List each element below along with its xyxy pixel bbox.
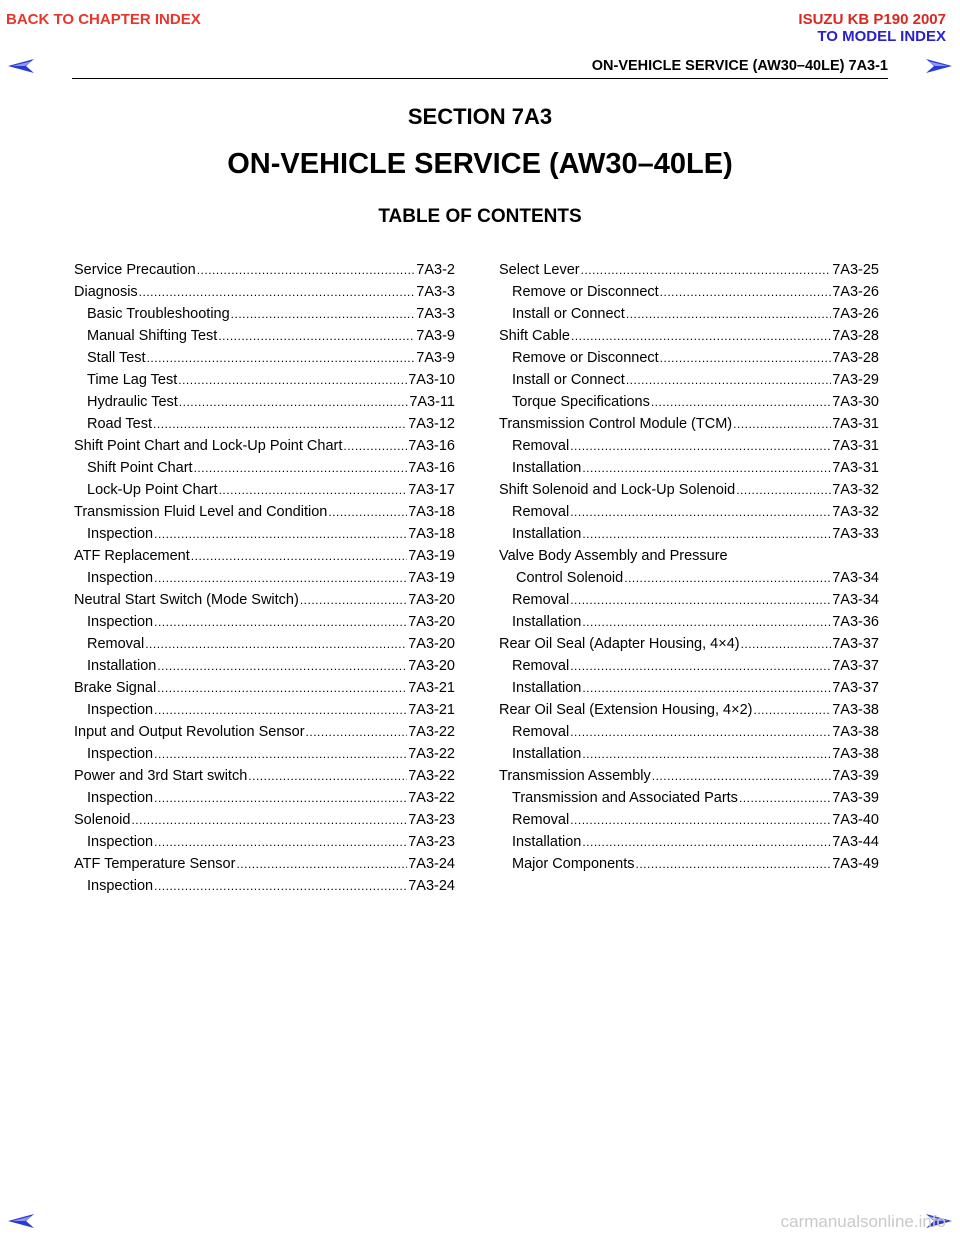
toc-entry[interactable] xyxy=(74,567,455,589)
model-title: ISUZU KB P190 2007 xyxy=(798,11,946,28)
toc-entry-page: 7A3-26 xyxy=(832,284,879,300)
toc-entry[interactable] xyxy=(499,721,879,743)
toc-entry-page: 7A3-18 xyxy=(408,504,455,520)
toc-entry-title: Inspection xyxy=(87,614,154,630)
toc-entry-page: 7A3-11 xyxy=(409,394,455,410)
toc-entry-page: 7A3-20 xyxy=(408,592,455,608)
toc-entry-title: Shift Cable xyxy=(499,328,570,344)
toc-entry[interactable] xyxy=(499,523,879,545)
toc-entry-title: Neutral Start Switch (Mode Switch) xyxy=(74,592,299,608)
toc-entry-page: 7A3-30 xyxy=(832,394,879,410)
toc-dot-leader xyxy=(154,567,407,589)
toc-entry-page: 7A3-37 xyxy=(832,636,879,652)
toc-entry-title: Transmission Fluid Level and Condition xyxy=(74,504,328,520)
toc-entry-title: Install or Connect xyxy=(512,372,625,388)
toc-entry-page: 7A3-38 xyxy=(832,746,879,762)
toc-entry[interactable] xyxy=(499,831,879,853)
toc-entry[interactable] xyxy=(74,545,455,567)
toc-dot-leader xyxy=(736,479,831,501)
to-model-index-label[interactable]: TO MODEL INDEX xyxy=(817,28,946,45)
toc-entry-title: Removal xyxy=(512,724,570,740)
toc-entry[interactable] xyxy=(74,765,455,787)
toc-entry-title: Stall Test xyxy=(87,350,146,366)
toc-entry[interactable] xyxy=(74,699,455,721)
toc-entry[interactable] xyxy=(499,567,879,589)
toc-dot-leader xyxy=(154,523,407,545)
toc-entry[interactable] xyxy=(74,721,455,743)
toc-dot-leader xyxy=(248,765,407,787)
toc-entry-page: 7A3-16 xyxy=(408,438,455,454)
toc-dot-leader xyxy=(157,677,407,699)
toc-entry[interactable] xyxy=(74,259,455,281)
toc-dot-leader xyxy=(570,809,831,831)
toc-dot-leader xyxy=(306,721,408,743)
toc-entry[interactable] xyxy=(499,677,879,699)
toc-entry-page: 7A3-25 xyxy=(832,262,879,278)
toc-dot-leader xyxy=(570,655,831,677)
toc-entry-page: 7A3-26 xyxy=(832,306,879,322)
toc-entry[interactable] xyxy=(74,303,455,325)
toc-entry-page: 7A3-31 xyxy=(832,438,879,454)
toc-dot-leader xyxy=(651,391,831,413)
toc-dot-leader xyxy=(660,347,832,369)
toc-entry[interactable] xyxy=(499,633,879,655)
toc-entry-page: 7A3-19 xyxy=(408,570,455,586)
toc-entry[interactable] xyxy=(499,655,879,677)
toc-entry-title: Removal xyxy=(512,438,570,454)
toc-entry-title: Rear Oil Seal (Extension Housing, 4×2) xyxy=(499,702,753,718)
toc-entry[interactable] xyxy=(499,391,879,413)
toc-entry-title: Removal xyxy=(512,592,570,608)
toc-entry-page: 7A3-16 xyxy=(408,460,455,476)
watermark: carmanualsonline.info xyxy=(780,1212,946,1231)
toc-entry[interactable] xyxy=(74,501,455,523)
toc-entry-page: 7A3-20 xyxy=(408,658,455,674)
toc-entry-title: Brake Signal xyxy=(74,680,157,696)
toc-entry[interactable] xyxy=(74,281,455,303)
toc-entry-title: Removal xyxy=(512,812,570,828)
toc-dot-leader xyxy=(236,853,407,875)
toc-entry-page: 7A3-24 xyxy=(408,878,455,894)
toc-entry-title: Torque Specifications xyxy=(512,394,650,410)
toc-entry-title: Inspection xyxy=(87,834,154,850)
toc-dot-leader xyxy=(154,699,407,721)
running-header: ON-VEHICLE SERVICE (AW30–40LE) 7A3-1 xyxy=(591,58,888,74)
toc-entry-page: 7A3-22 xyxy=(408,790,455,806)
toc-entry-title: Transmission Assembly xyxy=(499,768,651,784)
toc-entry[interactable] xyxy=(499,809,879,831)
toc-entry[interactable] xyxy=(499,589,879,611)
toc-entry-page: 7A3-24 xyxy=(408,856,455,872)
toc-entry-title: Power and 3rd Start switch xyxy=(74,768,248,784)
toc-dot-leader xyxy=(191,545,407,567)
toc-entry-page: 7A3-22 xyxy=(408,768,455,784)
toc-dot-leader xyxy=(154,831,407,853)
toc-dot-leader xyxy=(652,765,831,787)
toc-entry-title: Installation xyxy=(512,834,582,850)
toc-entry-page: 7A3-12 xyxy=(408,416,455,432)
toc-entry-title: Shift Solenoid and Lock-Up Solenoid xyxy=(499,482,736,498)
toc-dot-leader xyxy=(154,787,407,809)
toc-dot-leader xyxy=(582,831,831,853)
toc-entry-title: Inspection xyxy=(87,702,154,718)
toc-entry-page: 7A3-2 xyxy=(416,262,455,278)
toc-dot-leader xyxy=(582,743,831,765)
toc-dot-leader xyxy=(624,567,831,589)
toc-entry-page: 7A3-17 xyxy=(408,482,455,498)
toc-dot-leader xyxy=(157,655,407,677)
toc-entry-title: Inspection xyxy=(87,878,154,894)
toc-entry-page: 7A3-39 xyxy=(832,790,879,806)
toc-entry[interactable] xyxy=(74,435,455,457)
toc-entry-title: Transmission and Associated Parts xyxy=(512,790,738,806)
toc-entry-page: 7A3-21 xyxy=(408,702,455,718)
toc-dot-leader xyxy=(626,369,831,391)
back-to-chapter-index-link[interactable]: BACK TO CHAPTER INDEX xyxy=(6,11,201,28)
toc-entry[interactable] xyxy=(499,369,879,391)
toc-entry-title: Diagnosis xyxy=(74,284,138,300)
toc-entry[interactable] xyxy=(74,875,455,897)
toc-dot-leader xyxy=(570,501,831,523)
toc-dot-leader xyxy=(571,325,831,347)
toc-dot-leader xyxy=(636,853,832,875)
toc-entry-title: Shift Point Chart xyxy=(87,460,193,476)
toc-entry-title: Lock-Up Point Chart xyxy=(87,482,218,498)
toc-dot-leader xyxy=(570,589,831,611)
toc-entry[interactable] xyxy=(74,633,455,655)
toc-entry[interactable] xyxy=(74,787,455,809)
toc-dot-leader xyxy=(231,303,416,325)
toc-dot-leader xyxy=(300,589,407,611)
toc-entry[interactable] xyxy=(74,809,455,831)
toc-entry-page: 7A3-37 xyxy=(832,658,879,674)
toc-entry-page: 7A3-34 xyxy=(832,592,879,608)
toc-dot-leader xyxy=(582,677,831,699)
toc-entry xyxy=(499,545,879,567)
toc-entry-title: Removal xyxy=(512,504,570,520)
toc-entry[interactable] xyxy=(499,435,879,457)
toc-entry-page: 7A3-49 xyxy=(832,856,879,872)
toc-entry[interactable] xyxy=(74,391,455,413)
toc-dot-leader xyxy=(145,633,407,655)
toc-entry[interactable] xyxy=(74,743,455,765)
toc-entry[interactable] xyxy=(74,457,455,479)
toc-dot-leader xyxy=(219,479,408,501)
previous-page-arrow-icon[interactable] xyxy=(8,58,36,74)
toc-entry-title: Removal xyxy=(87,636,145,652)
toc-dot-leader xyxy=(154,611,407,633)
toc-entry[interactable] xyxy=(74,677,455,699)
toc-entry-title: Rear Oil Seal (Adapter Housing, 4×4) xyxy=(499,636,740,652)
toc-entry-page: 7A3-28 xyxy=(832,328,879,344)
toc-entry-title: Installation xyxy=(512,746,582,762)
toc-entry[interactable] xyxy=(499,303,879,325)
toc-dot-leader xyxy=(733,413,831,435)
toc-dot-leader xyxy=(741,633,832,655)
toc-entry-page: 7A3-3 xyxy=(416,306,455,322)
toc-entry-title: Basic Troubleshooting xyxy=(87,306,230,322)
toc-entry-title: Hydraulic Test xyxy=(87,394,178,410)
toc-dot-leader xyxy=(582,611,831,633)
toc-entry[interactable] xyxy=(74,655,455,677)
toc-entry[interactable] xyxy=(74,831,455,853)
toc-entry-page: 7A3-23 xyxy=(408,812,455,828)
section-number-title: SECTION 7A3 xyxy=(407,104,553,129)
toc-dot-leader xyxy=(582,457,831,479)
toc-entry-title: ATF Replacement xyxy=(74,548,190,564)
toc-dot-leader xyxy=(131,809,407,831)
toc-entry-title: Shift Point Chart and Lock-Up Point Chart xyxy=(74,438,343,454)
toc-entry-page: 7A3-23 xyxy=(408,834,455,850)
toc-dot-leader xyxy=(154,743,407,765)
toc-dot-leader xyxy=(660,281,832,303)
toc-entry-page: 7A3-39 xyxy=(832,768,879,784)
toc-entry-title: Service Precaution xyxy=(74,262,196,278)
toc-entry[interactable] xyxy=(499,413,879,435)
toc-entry-title: Solenoid xyxy=(74,812,131,828)
toc-entry-title: Input and Output Revolution Sensor xyxy=(74,724,305,740)
toc-entry-page: 7A3-33 xyxy=(832,526,879,542)
toc-right-column xyxy=(499,259,879,875)
toc-entry[interactable] xyxy=(74,589,455,611)
toc-entry-page: 7A3-38 xyxy=(832,724,879,740)
toc-entry-title: Installation xyxy=(512,460,582,476)
toc-entry[interactable] xyxy=(74,523,455,545)
toc-dot-leader xyxy=(570,721,831,743)
toc-dot-leader xyxy=(343,435,407,457)
toc-entry[interactable] xyxy=(74,325,455,347)
toc-entry[interactable] xyxy=(74,853,455,875)
toc-entry-page: 7A3-37 xyxy=(832,680,879,696)
toc-entry-title: Install or Connect xyxy=(512,306,625,322)
toc-dot-leader xyxy=(153,413,407,435)
toc-entry-page: 7A3-31 xyxy=(832,460,879,476)
toc-dot-leader xyxy=(570,435,831,457)
toc-dot-leader xyxy=(582,523,831,545)
toc-dot-leader xyxy=(197,259,416,281)
toc-entry-page: 7A3-9 xyxy=(416,350,455,366)
toc-left-column xyxy=(74,259,455,897)
toc-entry-title: Time Lag Test xyxy=(87,372,178,388)
toc-dot-leader xyxy=(147,347,416,369)
toc-entry-title: Transmission Control Module (TCM) xyxy=(499,416,733,432)
toc-entry-page: 7A3-22 xyxy=(408,724,455,740)
toc-entry-page: 7A3-20 xyxy=(408,614,455,630)
toc-entry[interactable] xyxy=(499,853,879,875)
toc-entry-title: Road Test xyxy=(87,416,153,432)
toc-entry[interactable] xyxy=(499,259,879,281)
section-name-title: ON-VEHICLE SERVICE (AW30–40LE) xyxy=(227,148,733,180)
next-page-arrow-icon[interactable] xyxy=(924,58,952,74)
toc-entry-page: 7A3-29 xyxy=(832,372,879,388)
toc-entry-page: 7A3-40 xyxy=(832,812,879,828)
toc-entry-page: 7A3-9 xyxy=(416,328,455,344)
toc-entry-page: 7A3-18 xyxy=(408,526,455,542)
toc-entry-title: Valve Body Assembly and Pressure xyxy=(499,548,728,564)
toc-entry-title: Installation xyxy=(87,658,157,674)
toc-entry[interactable] xyxy=(74,369,455,391)
toc-heading: TABLE OF CONTENTS xyxy=(378,206,582,227)
toc-entry-title: Inspection xyxy=(87,570,154,586)
toc-dot-leader xyxy=(154,875,407,897)
toc-dot-leader xyxy=(218,325,415,347)
header-rule xyxy=(72,78,888,79)
toc-entry-title: Major Components xyxy=(512,856,635,872)
toc-entry-page: 7A3-36 xyxy=(832,614,879,630)
toc-entry-title: Inspection xyxy=(87,526,154,542)
toc-entry-page: 7A3-32 xyxy=(832,504,879,520)
toc-entry[interactable] xyxy=(499,457,879,479)
toc-dot-leader xyxy=(753,699,831,721)
toc-entry[interactable] xyxy=(499,611,879,633)
toc-dot-leader xyxy=(739,787,831,809)
toc-entry-title: Select Lever xyxy=(499,262,580,278)
toc-entry-page: 7A3-44 xyxy=(832,834,879,850)
toc-entry-page: 7A3-34 xyxy=(832,570,879,586)
toc-entry-title: Remove or Disconnect xyxy=(512,350,659,366)
toc-entry-page: 7A3-3 xyxy=(416,284,455,300)
toc-entry-title: Control Solenoid xyxy=(516,570,624,586)
toc-entry-title: Removal xyxy=(512,658,570,674)
toc-entry[interactable] xyxy=(499,765,879,787)
toc-dot-leader xyxy=(581,259,832,281)
toc-entry[interactable] xyxy=(499,479,879,501)
toc-entry-page: 7A3-19 xyxy=(408,548,455,564)
toc-entry[interactable] xyxy=(499,347,879,369)
toc-entry-title: Manual Shifting Test xyxy=(87,328,218,344)
toc-entry[interactable] xyxy=(74,479,455,501)
toc-entry-page: 7A3-31 xyxy=(832,416,879,432)
toc-entry-page: 7A3-22 xyxy=(408,746,455,762)
toc-dot-leader xyxy=(328,501,407,523)
toc-entry-page: 7A3-28 xyxy=(832,350,879,366)
toc-entry[interactable] xyxy=(499,281,879,303)
toc-dot-leader xyxy=(139,281,416,303)
toc-entry-title: Installation xyxy=(512,614,582,630)
toc-entry-page: 7A3-20 xyxy=(408,636,455,652)
toc-entry[interactable] xyxy=(499,743,879,765)
toc-entry[interactable] xyxy=(499,501,879,523)
model-index-link[interactable] xyxy=(798,11,946,45)
toc-entry[interactable] xyxy=(74,611,455,633)
toc-entry-title: Installation xyxy=(512,526,582,542)
toc-entry-page: 7A3-32 xyxy=(832,482,879,498)
toc-entry-page: 7A3-21 xyxy=(408,680,455,696)
toc-entry-title: Inspection xyxy=(87,790,154,806)
toc-dot-leader xyxy=(179,391,409,413)
toc-entry[interactable] xyxy=(74,413,455,435)
toc-entry-page: 7A3-38 xyxy=(832,702,879,718)
toc-dot-leader xyxy=(178,369,407,391)
toc-entry-title: Remove or Disconnect xyxy=(512,284,659,300)
toc-dot-leader xyxy=(194,457,408,479)
footer-previous-arrow-icon[interactable] xyxy=(8,1213,36,1229)
toc-entry-title: ATF Temperature Sensor xyxy=(74,856,236,872)
toc-entry-title: Installation xyxy=(512,680,582,696)
toc-entry[interactable] xyxy=(499,699,879,721)
toc-entry[interactable] xyxy=(499,787,879,809)
toc-entry-page: 7A3-10 xyxy=(408,372,455,388)
toc-entry[interactable] xyxy=(74,347,455,369)
toc-entry-title: Inspection xyxy=(87,746,154,762)
toc-entry[interactable] xyxy=(499,325,879,347)
toc-dot-leader xyxy=(626,303,831,325)
